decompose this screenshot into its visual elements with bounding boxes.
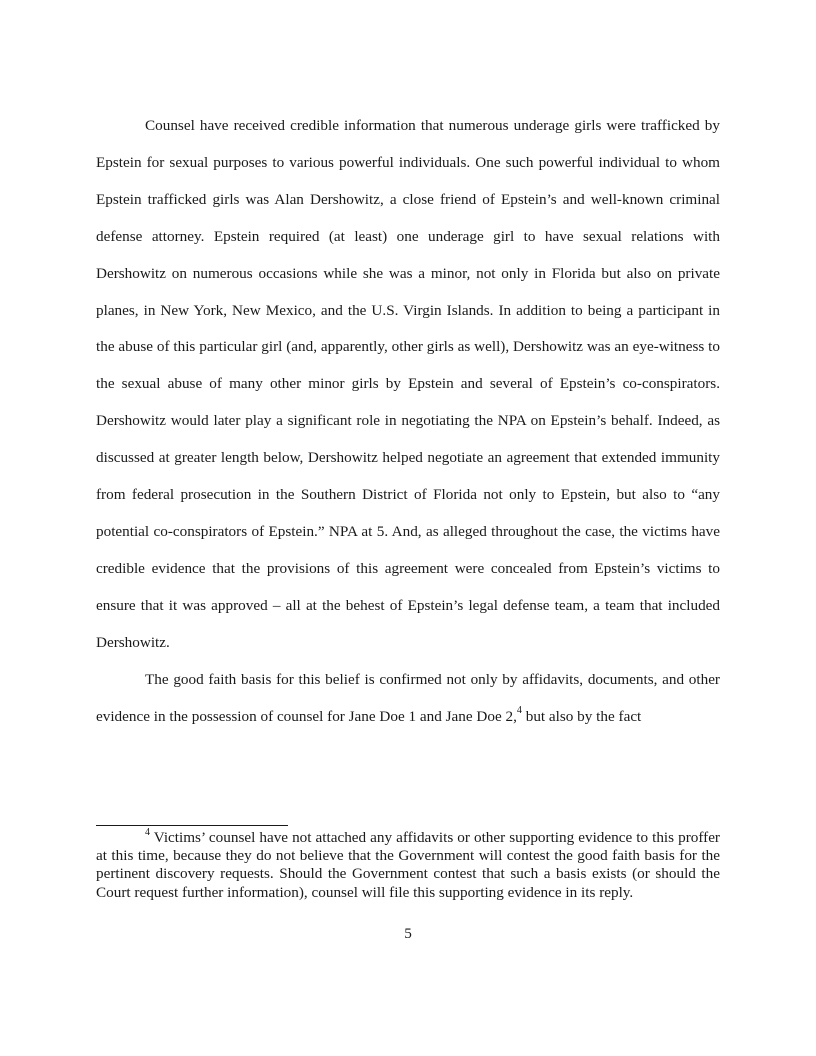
body-text [96, 108, 720, 735]
paragraph-text-before-ref: The good faith basis for this belief is confirmed not only by affidavits, documents, and other evidence in the possession of counsel for Jane Doe 1 and Jane Doe 2, [96, 670, 720, 725]
footnote-text: Victims’ counsel have not attached any affidavits or other supporting evidence to this proffer at this time, because they do not believe that the Government will contest the good faith basis for the pertinent discovery requests. Should the Government contest that such a basis exists (or should the Court request further information), counsel will file this supporting evidence in its reply. [96, 829, 720, 901]
footnote-reference: 4 [516, 705, 522, 717]
footnote [96, 826, 720, 902]
footnote-divider [96, 825, 288, 826]
paragraph-good-faith-basis [96, 662, 720, 736]
paragraph-text-after-ref: but also by the fact [521, 707, 642, 725]
paragraph-trafficking-allegations: Counsel have received credible information that numerous underage girls were trafficked by Epstein for sexual purposes to various powerful individuals. One such powerful individual to whom Epstein trafficked girls was Alan Dershowitz, a close friend of Epstein’s and well-known criminal defense attorney. Epstein required (at least) one underage girl to have sexual relations with Dershowitz on numerous occasions while she was a minor, not only in Florida but also on private planes, in New York, New Mexico, and the U.S. Virgin Islands. In addition to being a participant in the abuse of this particular girl (and, apparently, other girls as well), Dershowitz was an eye-witness to the sexual abuse of many other minor girls by Epstein and several of Epstein’s co-conspirators. Dershowitz would later play a significant role in negotiating the NPA on Epstein’s behalf. Indeed, as discussed at greater length below, Dershowitz helped negotiate an agreement that extended immunity from federal prosecution in the Southern District of Florida not only to Epstein, but also to “any potential co-conspirators of Epstein.” NPA at 5. And, as alleged throughout the case, the victims have credible evidence that the provisions of this agreement were concealed from Epstein’s victims to ensure that it was approved – all at the behest of Epstein’s legal defense team, a team that included Dershowitz. [96, 117, 720, 651]
page-number: 5 [404, 925, 412, 942]
footnote-marker: 4 [145, 826, 150, 838]
